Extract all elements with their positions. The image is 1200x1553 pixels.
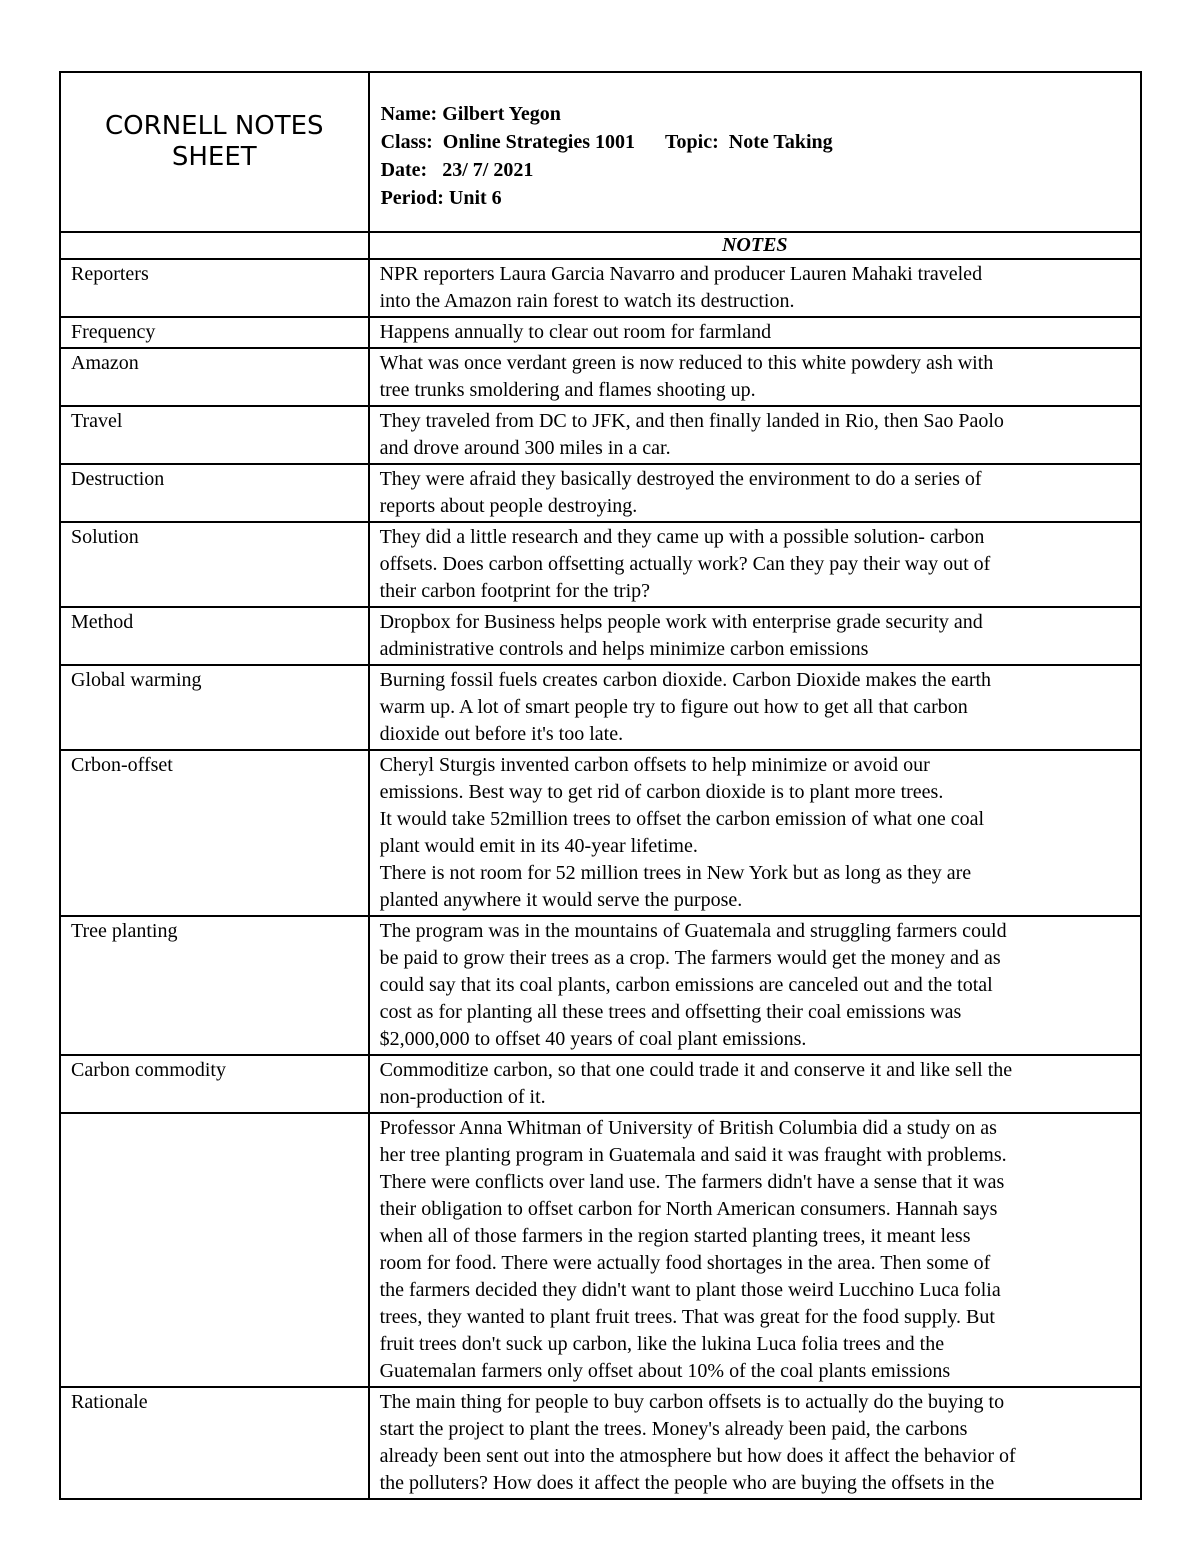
notes-heading: NOTES (369, 232, 1141, 259)
name-label: Name: (380, 103, 438, 125)
table-row (60, 750, 1141, 916)
date-value: 23/ 7/ 2021 (442, 159, 534, 181)
info-cell (369, 72, 1141, 232)
cue-cell: Tree planting (60, 916, 369, 1055)
cue-cell: Reporters (60, 259, 369, 317)
note-cell: They did a little research and they came up with a possible solution- carbon offsets. Does carbon offsetting actually work? Can they pay their way out of their carbon footprint for the trip? (369, 522, 1141, 607)
table-row (60, 1055, 1141, 1113)
notes-heading-row (60, 232, 1141, 259)
cue-cell (60, 1113, 369, 1387)
cue-cell: Crbon-offset (60, 750, 369, 916)
table-row (60, 1387, 1141, 1499)
cornell-notes-page (59, 71, 1142, 1500)
name-line (381, 100, 1140, 128)
period-label: Period: (380, 187, 444, 209)
note-cell: Professor Anna Whitman of University of British Columbia did a study on as her tree planting program in Guatemala and said it was fraught with problems. There were conflicts over land use. The farmers didn't have a sense that it was their obligation to offset carbon for North American consumers. Hannah says when all of those farmers in the region started planting trees, it meant less room for food. There were actually food shortages in the area. Then some of the farmers decided they didn't want to plant those weird Lucchino Luca folia trees, they wanted to plant fruit trees. That was great for the food supply. But fruit trees don't suck up carbon, like the lukina Luca folia trees and the Guatemalan farmers only offset about 10% of the coal plants emissions (369, 1113, 1141, 1387)
note-cell: They were afraid they basically destroyed the environment to do a series of reports about people destroying. (369, 464, 1141, 522)
table-row (60, 607, 1141, 665)
note-cell: The main thing for people to buy carbon offsets is to actually do the buying to start the project to plant the trees. Money's already been paid, the carbons already been sent out into the atmosphere but how does it affect the behavior of the polluters? How does it affect the people who are buying the offsets in the (369, 1387, 1141, 1499)
note-cell: NPR reporters Laura Garcia Navarro and producer Lauren Mahaki traveled into the Amazon rain forest to watch its destruction. (369, 259, 1141, 317)
topic-value: Note Taking (728, 131, 833, 153)
cue-cell: Carbon commodity (60, 1055, 369, 1113)
date-line (381, 156, 1140, 184)
table-row (60, 1113, 1141, 1387)
note-cell: Happens annually to clear out room for farmland (369, 317, 1141, 348)
cue-cell: Solution (60, 522, 369, 607)
table-row (60, 348, 1141, 406)
student-info (370, 73, 1140, 212)
title-cell (60, 72, 369, 232)
table-row (60, 665, 1141, 750)
sheet-title: CORNELL NOTES SHEET (105, 111, 324, 172)
class-label: Class: (380, 131, 433, 153)
cue-cell: Global warming (60, 665, 369, 750)
table-row (60, 317, 1141, 348)
note-cell: Dropbox for Business helps people work with enterprise grade security and administrative controls and helps minimize carbon emissions (369, 607, 1141, 665)
table-row (60, 916, 1141, 1055)
note-cell: They traveled from DC to JFK, and then finally landed in Rio, then Sao Paolo and drove around 300 miles in a car. (369, 406, 1141, 464)
cue-cell: Travel (60, 406, 369, 464)
table-row (60, 259, 1141, 317)
period-value: Unit 6 (448, 187, 502, 209)
note-cell: Commoditize carbon, so that one could trade it and conserve it and like sell the non-production of it. (369, 1055, 1141, 1113)
class-value: Online Strategies 1001 (442, 131, 636, 153)
table-row (60, 406, 1141, 464)
cue-cell: Method (60, 607, 369, 665)
class-line (381, 128, 1140, 156)
table-row (60, 464, 1141, 522)
note-cell: What was once verdant green is now reduced to this white powdery ash with tree trunks smoldering and flames shooting up. (369, 348, 1141, 406)
note-cell: Cheryl Sturgis invented carbon offsets to help minimize or avoid our emissions. Best way to get rid of carbon dioxide is to plant more trees. It would take 52million trees to offset the carbon emission of what one coal plant would emit in its 40-year lifetime. There is not room for 52 million trees in New York but as long as they are planted anywhere it would serve the purpose. (369, 750, 1141, 916)
date-label: Date: (380, 159, 428, 181)
cue-cell: Rationale (60, 1387, 369, 1499)
note-cell: Burning fossil fuels creates carbon dioxide. Carbon Dioxide makes the earth warm up. A lot of smart people try to figure out how to get all that carbon dioxide out before it's too late. (369, 665, 1141, 750)
name-value: Gilbert Yegon (442, 103, 561, 125)
period-line (381, 184, 1140, 212)
header-row (60, 72, 1141, 232)
cue-cell: Frequency (60, 317, 369, 348)
cornell-notes-table (59, 71, 1142, 1500)
topic-label: Topic: (665, 131, 719, 153)
table-row (60, 522, 1141, 607)
cue-heading-cell (60, 232, 369, 259)
note-cell: The program was in the mountains of Guatemala and struggling farmers could be paid to grow their trees as a crop. The farmers would get the money and as could say that its coal plants, carbon emissions are canceled out and the total cost as for planting all these trees and offsetting their coal emissions was $2,000,000 to offset 40 years of coal plant emissions. (369, 916, 1141, 1055)
cue-cell: Amazon (60, 348, 369, 406)
cue-cell: Destruction (60, 464, 369, 522)
